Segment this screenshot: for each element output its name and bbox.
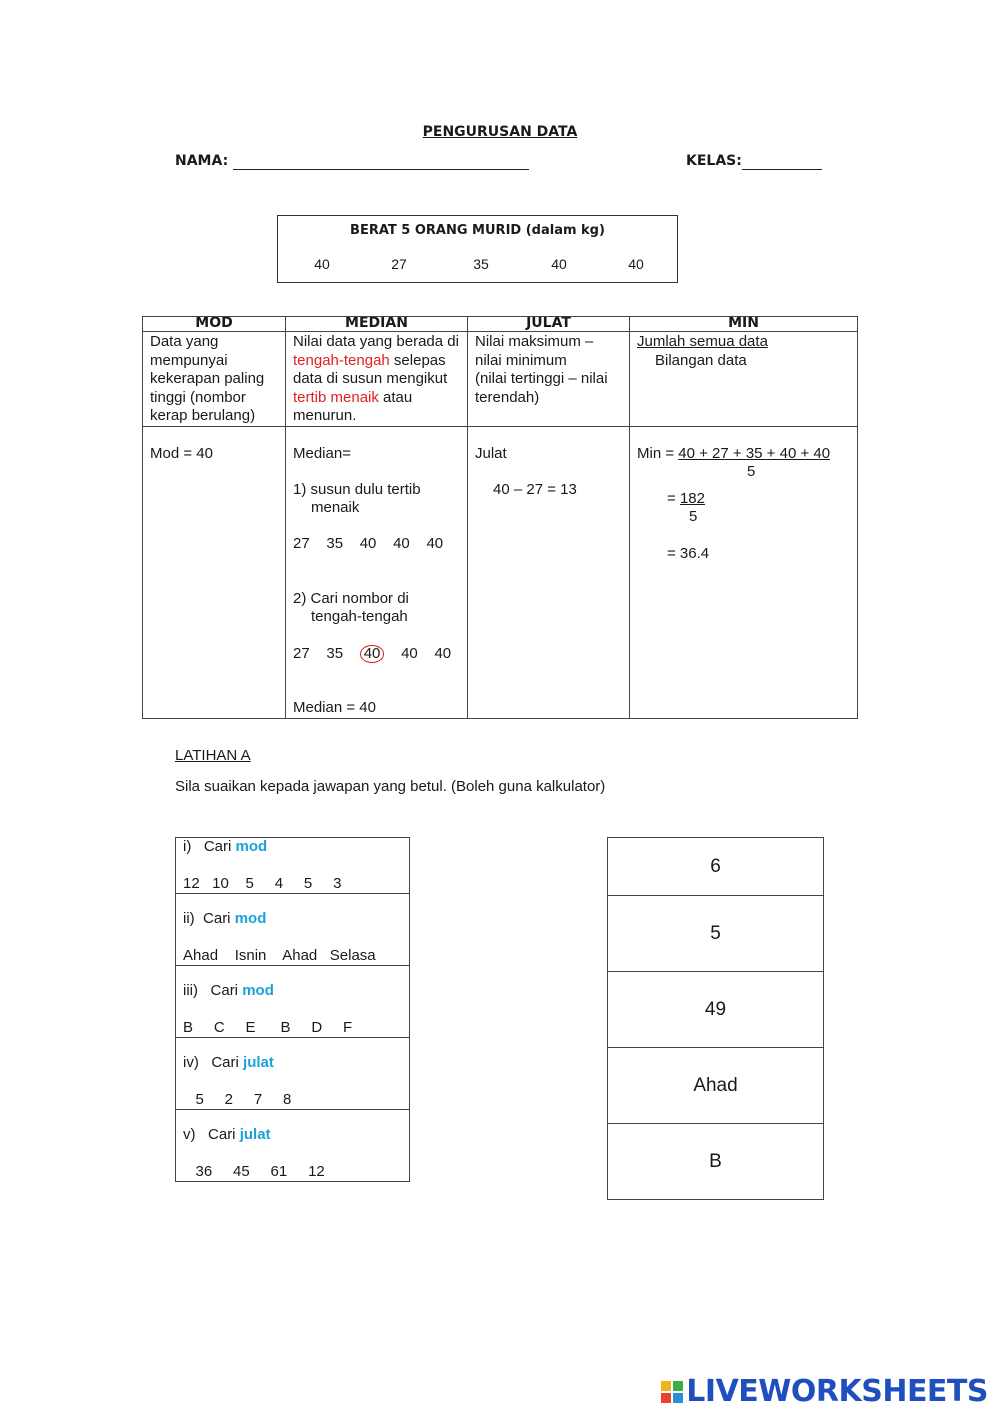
answer-table bbox=[607, 837, 824, 1200]
nama-input-line[interactable] bbox=[233, 169, 529, 170]
kelas-label: KELAS: bbox=[686, 153, 742, 169]
julat-example: Julat 40 – 27 = 13 bbox=[468, 426, 630, 718]
statistics-table bbox=[142, 316, 858, 719]
median-example: Median= 1) susun dulu tertib menaik 27 35 40 40 40 2) Cari nombor di tengah-tengah 27 35 40 40 40 Median = 40 bbox=[286, 426, 468, 718]
min-example: Min = 40 + 27 + 35 + 40 + 40 5 = 182 5 = 36.4 bbox=[630, 426, 858, 718]
liveworksheets-icon bbox=[661, 1381, 683, 1403]
header-median: MEDIAN bbox=[286, 317, 468, 332]
question-item[interactable]: iii) Cari mod B C E B D F bbox=[176, 966, 410, 1038]
median-circle: 40 bbox=[360, 645, 385, 663]
latihan-instruction: Sila suaikan kepada jawapan yang betul. (Boleh guna kalkulator) bbox=[175, 778, 606, 795]
question-item[interactable]: i) Cari mod 12 10 5 4 5 3 bbox=[176, 838, 410, 894]
median-definition: Nilai data yang berada di tengah-tengah selepas data di susun mengikut tertib menaik atau menurun. bbox=[286, 332, 468, 427]
brand-text: LIVEWORKSHEETS bbox=[686, 1374, 988, 1409]
data-box-title: BERAT 5 ORANG MURID (dalam kg) bbox=[350, 223, 605, 238]
question-item[interactable]: ii) Cari mod Ahad Isnin Ahad Selasa bbox=[176, 894, 410, 966]
data-value: 35 bbox=[473, 256, 489, 272]
mod-definition: Data yang mempunyai kekerapan paling tinggi (nombor kerap berulang) bbox=[143, 332, 286, 427]
answer-option[interactable]: Ahad bbox=[608, 1048, 824, 1124]
answer-option[interactable]: 49 bbox=[608, 972, 824, 1048]
header-julat: JULAT bbox=[468, 317, 630, 332]
data-value: 40 bbox=[628, 256, 644, 272]
page-title: PENGURUSAN DATA bbox=[422, 124, 578, 140]
answer-option[interactable]: 6 bbox=[608, 838, 824, 896]
latihan-heading: LATIHAN A bbox=[175, 747, 251, 764]
mod-example: Mod = 40 bbox=[143, 426, 286, 718]
question-item[interactable]: v) Cari julat 36 45 61 12 bbox=[176, 1110, 410, 1182]
nama-label: NAMA: bbox=[175, 153, 229, 169]
answer-option[interactable]: 5 bbox=[608, 896, 824, 972]
brand-logo bbox=[661, 1374, 988, 1409]
question-table bbox=[175, 837, 410, 1182]
question-item[interactable]: iv) Cari julat 5 2 7 8 bbox=[176, 1038, 410, 1110]
min-definition: Jumlah semua data Bilangan data bbox=[630, 332, 858, 427]
kelas-input-line[interactable] bbox=[742, 169, 822, 170]
data-value: 40 bbox=[551, 256, 567, 272]
header-mod: MOD bbox=[143, 317, 286, 332]
data-value: 40 bbox=[314, 256, 330, 272]
header-min: MIN bbox=[630, 317, 858, 332]
data-box bbox=[277, 215, 678, 283]
answer-option[interactable]: B bbox=[608, 1124, 824, 1200]
data-value: 27 bbox=[391, 256, 407, 272]
julat-definition: Nilai maksimum – nilai minimum (nilai tertinggi – nilai terendah) bbox=[468, 332, 630, 427]
